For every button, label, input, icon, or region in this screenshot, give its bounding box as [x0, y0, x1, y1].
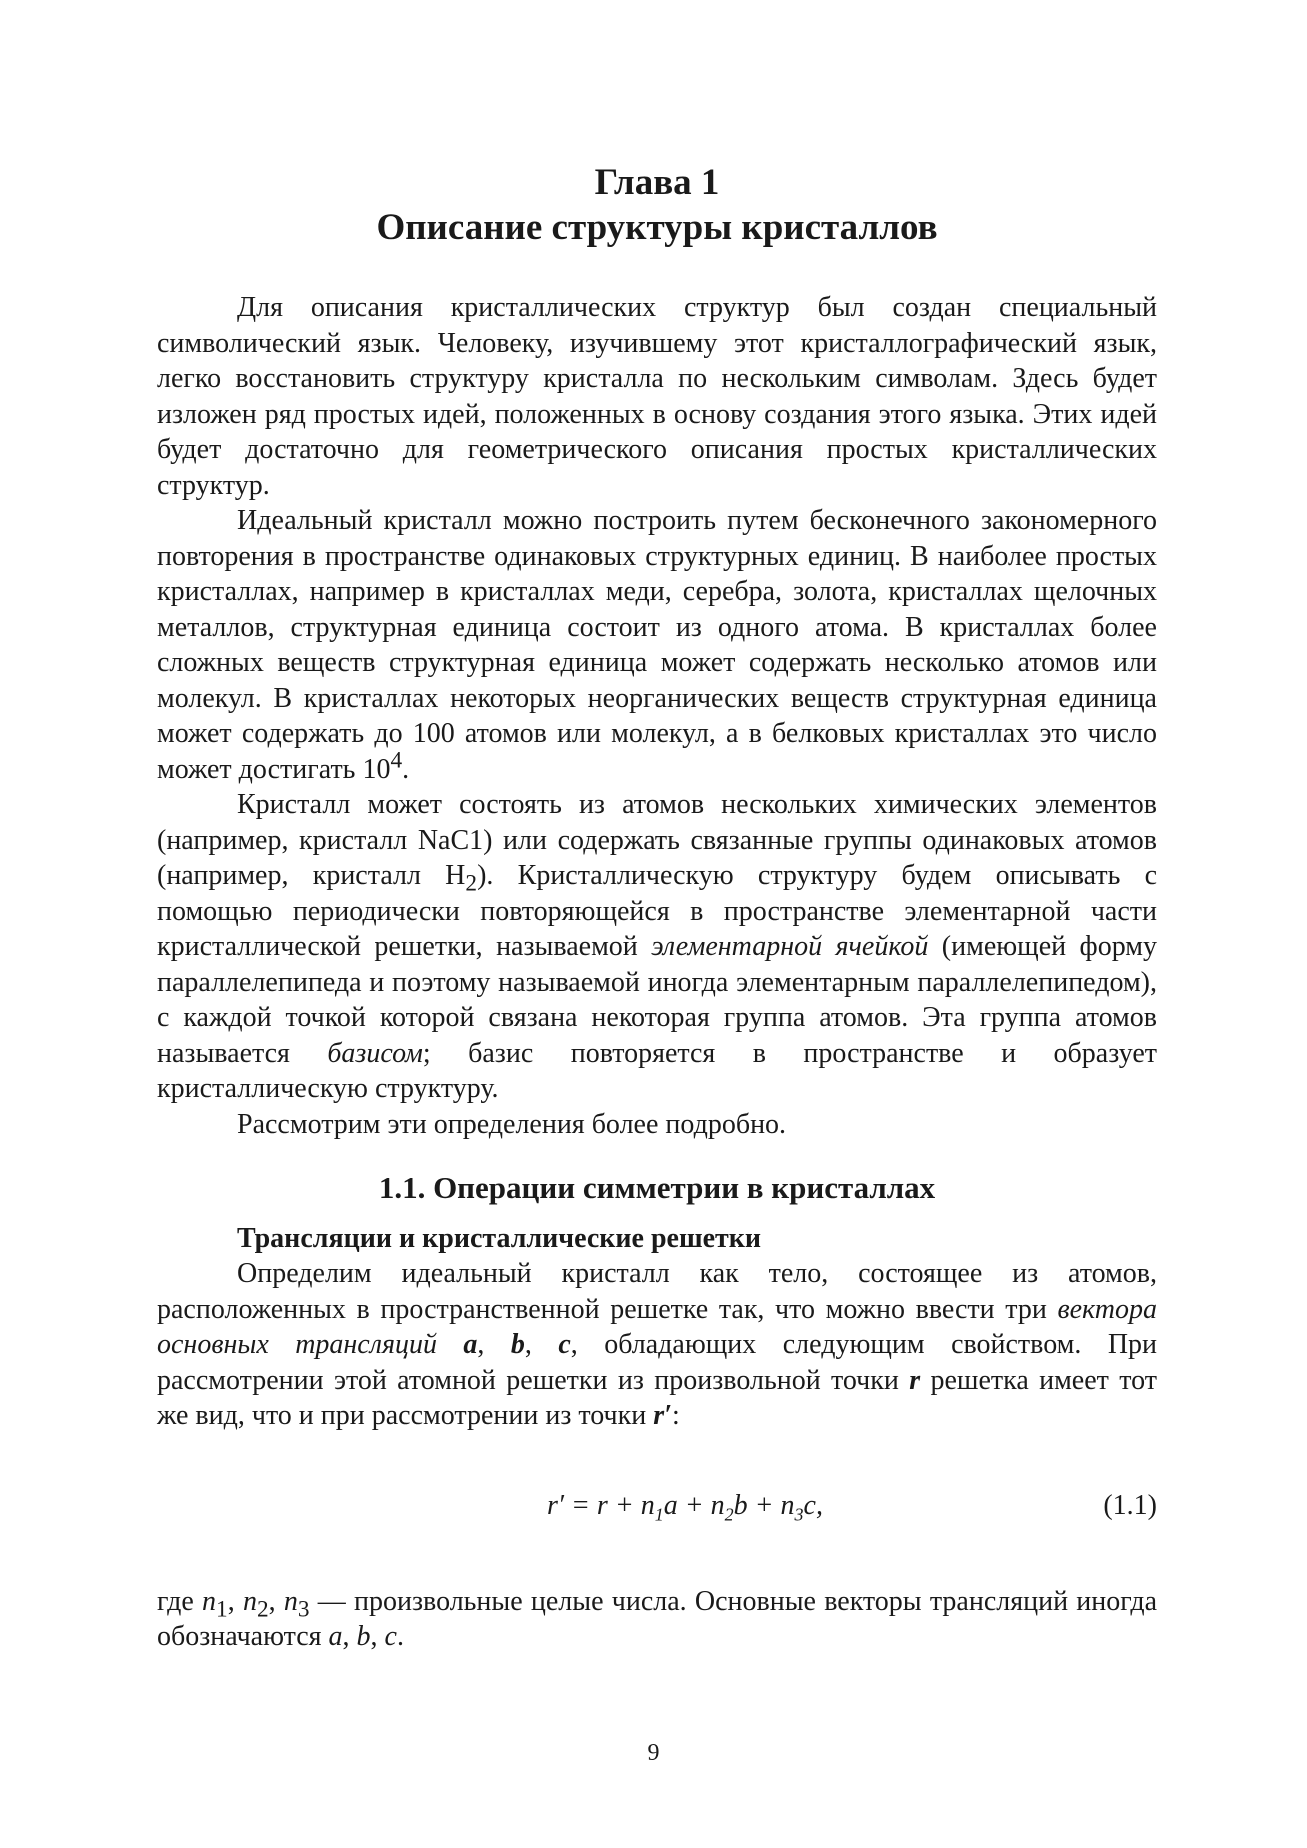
paragraph-5: Определим идеальный кристалл как тело, состоящее из атомов, расположенных в пространственной решетке так, что можно ввести три вектора основных трансляций a, b, c, обладающих следующим свойством. При рассмотрении этой атомной решетки из произвольной точки r решетка имеет тот же вид, что и при рассмотрении из точки r′: — [157, 1258, 1158, 1431]
paragraph-3: Кристалл может состоять из атомов нескольких химических элементов (например, кристалл NaC1) или содержать связанные группы одинаковых атомов (например, кристалл $H_2$). Кристаллическую структуру будем описывать с помощью периодически повторяющейся в пространстве элементарной части кристаллической решетки, называемой элементарной ячейкой (имеющей форму параллелепипеда и поэтому называемой иногда элементарным параллелепипедом), с каждой точкой которой связана некоторая группа атомов. Эта группа атомов называется базисом; базис повторяется в пространстве и образует кристаллическую структуру. — [157, 789, 1158, 1104]
equation-number: (1.1) — [1103, 1489, 1157, 1521]
chapter-label: Глава 1 — [594, 162, 720, 203]
subscript: 2 — [465, 870, 478, 897]
paragraph-6: где $n_1$, $n_2$, $n_3$ — произвольные целые числа. Основные векторы трансляций иногда обозначаются a, b, c. — [157, 1585, 1158, 1652]
superscript: 4 — [390, 747, 403, 774]
equation-1-1 — [157, 1468, 1157, 1548]
paragraph-2: Идеальный кристалл можно построить путем бесконечного закономерного повторения в пространстве одинаковых структурных единиц. В наиболее простых кристаллах, например в кристаллах меди, серебра, золота, кристаллах щелочных металлов, структурная единица состоит из одного атома. В кристаллах более сложных веществ структурная единица может содержать несколько атомов или молекул. В кристаллах некоторых неорганических веществ структурная единица может содержать до 100 атомов или молекул, а в белковых кристаллах это число может достигать $10^4$. — [157, 505, 1157, 785]
subsection-title: Трансляции и кристаллические решетки — [237, 1223, 762, 1254]
term-translation-vectors: вектора основных трансляций — [157, 1293, 1157, 1360]
page-content — [157, 160, 1157, 1655]
section-title: 1.1. Операции симметрии в кристаллах — [378, 1170, 936, 1205]
page-number: 9 — [647, 1740, 660, 1766]
term-basis: базисом — [327, 1037, 423, 1069]
formula: $r' = r + n_1a + n_2b + n_3c$, — [547, 1489, 823, 1525]
term-unit-cell: элементарной ячейкой — [651, 931, 929, 962]
paragraph-4: Рассмотрим эти определения более подробно. — [237, 1108, 787, 1140]
paragraph-1: Для описания кристаллических структур был создан специальный символический язык. Человеку, изучившему этот кристаллографический язык, легко восстановить структуру кристалла по нескольким символам. Здесь будет изложен ряд простых идей, положенных в основу создания этого языка. Этих идей будет достаточно для геометрического описания простых кристаллических структур. — [157, 292, 1157, 501]
chapter-title: Описание структуры кристаллов — [376, 207, 938, 248]
